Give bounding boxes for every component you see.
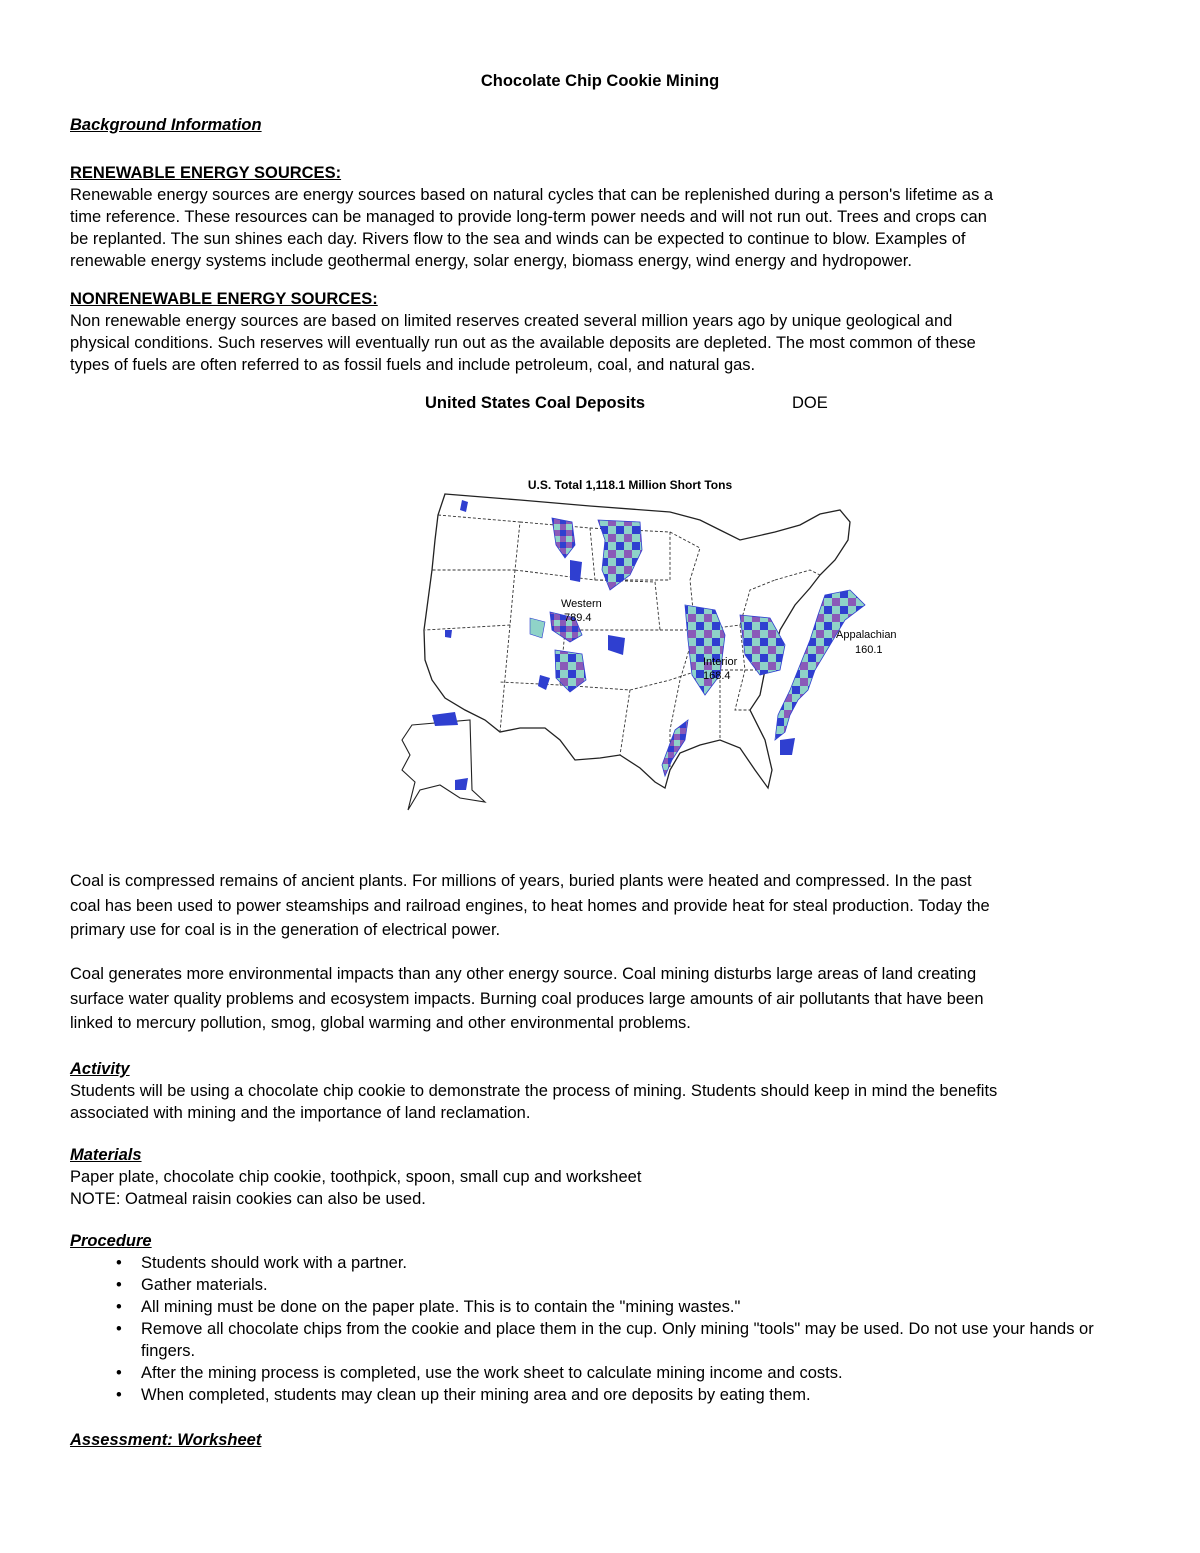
bullet-icon: •: [116, 1276, 122, 1294]
coal-line: coal has been used to power steamships and railroad engines, to heat homes and provide heat for steal production. Today the: [70, 897, 990, 915]
renewable-line: renewable energy systems include geothermal energy, solar energy, biomass energy, wind energy and hydropower.: [70, 252, 912, 270]
coal-line: surface water quality problems and ecosystem impacts. Burning coal produces large amounts of air pollutants that have been: [70, 990, 984, 1008]
region-label-interior: Interior: [703, 656, 738, 668]
document-title: Chocolate Chip Cookie Mining: [480, 72, 720, 90]
bullet-icon: •: [116, 1364, 122, 1382]
bullet-icon: •: [116, 1254, 122, 1272]
activity-section: [70, 1058, 1130, 1124]
renewable-line: time reference. These resources can be managed to provide long-term power needs and will not run out. Trees and crops can: [70, 208, 987, 226]
coal-line: primary use for coal is in the generation of electrical power.: [70, 921, 501, 939]
map-source: DOE: [792, 394, 828, 412]
procedure-item: • All mining must be done on the paper plate. This is to contain the "mining wastes.": [116, 1298, 741, 1316]
region-label-western: Western: [561, 598, 602, 610]
coal-line: Coal generates more environmental impacts than any other energy source. Coal mining disturbs large areas of land creating: [70, 965, 977, 983]
coal-deposit-areas: [432, 500, 865, 790]
bullet-icon: •: [116, 1320, 122, 1338]
background-heading: Background Information: [70, 116, 262, 134]
renewable-heading: RENEWABLE ENERGY SOURCES:: [70, 164, 342, 182]
coal-paragraph-2: [70, 962, 1130, 1035]
assessment-heading: Assessment: Worksheet: [70, 1431, 262, 1449]
region-value-western: 789.4: [564, 612, 592, 624]
procedure-list: [70, 1252, 1130, 1406]
bullet-icon: •: [116, 1298, 122, 1316]
nonrenewable-line: types of fuels are often referred to as fossil fuels and include petroleum, coal, and natural gas.: [70, 356, 756, 374]
materials-line: NOTE: Oatmeal raisin cookies can also be used.: [70, 1190, 426, 1208]
region-label-appalachian: Appalachian: [836, 629, 897, 641]
materials-heading: Materials: [70, 1146, 142, 1164]
coal-deposits-map: [320, 470, 897, 830]
procedure-item: • After the mining process is completed, use the work sheet to calculate mining income and costs.: [116, 1364, 843, 1382]
bullet-icon: •: [116, 1386, 122, 1404]
nonrenewable-line: physical conditions. Such reserves will eventually run out as the available deposits are depleted. The most common of these: [70, 334, 976, 352]
nonrenewable-heading: NONRENEWABLE ENERGY SOURCES:: [70, 290, 378, 308]
alaska-outline: [402, 720, 485, 810]
procedure-heading: Procedure: [70, 1232, 152, 1250]
procedure-item: • When completed, students may clean up their mining area and ore deposits by eating them.: [116, 1386, 811, 1404]
region-value-appalachian: 160.1: [855, 644, 883, 656]
activity-heading: Activity: [70, 1060, 130, 1078]
renewable-line: Renewable energy sources are energy sources based on natural cycles that can be replenished during a person's lifetime as a: [70, 186, 994, 204]
activity-line: associated with mining and the importance of land reclamation.: [70, 1104, 531, 1122]
nonrenewable-line: Non renewable energy sources are based on limited reserves created several million years ago by unique geological and: [70, 312, 953, 330]
materials-section: [70, 1144, 1130, 1210]
procedure-item: • Gather materials.: [116, 1276, 268, 1294]
coal-paragraph-1: [70, 869, 1130, 942]
region-value-interior: 168.4: [703, 670, 731, 682]
activity-line: Students will be using a chocolate chip cookie to demonstrate the process of mining. Students should keep in mind the benefits: [70, 1082, 998, 1100]
renewable-section: [70, 162, 1130, 272]
map-caption: United States Coal Deposits: [425, 394, 646, 412]
procedure-item: • Students should work with a partner.: [116, 1254, 407, 1272]
renewable-line: be replanted. The sun shines each day. Rivers flow to the sea and winds can be expected to continue to blow. Examples of: [70, 230, 966, 248]
coal-line: Coal is compressed remains of ancient plants. For millions of years, buried plants were heated and compressed. In the past: [70, 872, 972, 890]
nonrenewable-section: [70, 288, 1130, 376]
procedure-item: • Remove all chocolate chips from the cookie and place them in the cup. Only mining "tools" may be used. Do not use your hands or fingers.: [116, 1320, 1094, 1360]
coal-line: linked to mercury pollution, smog, global warming and other environmental problems.: [70, 1014, 691, 1032]
materials-line: Paper plate, chocolate chip cookie, toothpick, spoon, small cup and worksheet: [70, 1168, 642, 1186]
map-title: U.S. Total 1,118.1 Million Short Tons: [527, 478, 733, 492]
procedure-section: [70, 1230, 1130, 1406]
